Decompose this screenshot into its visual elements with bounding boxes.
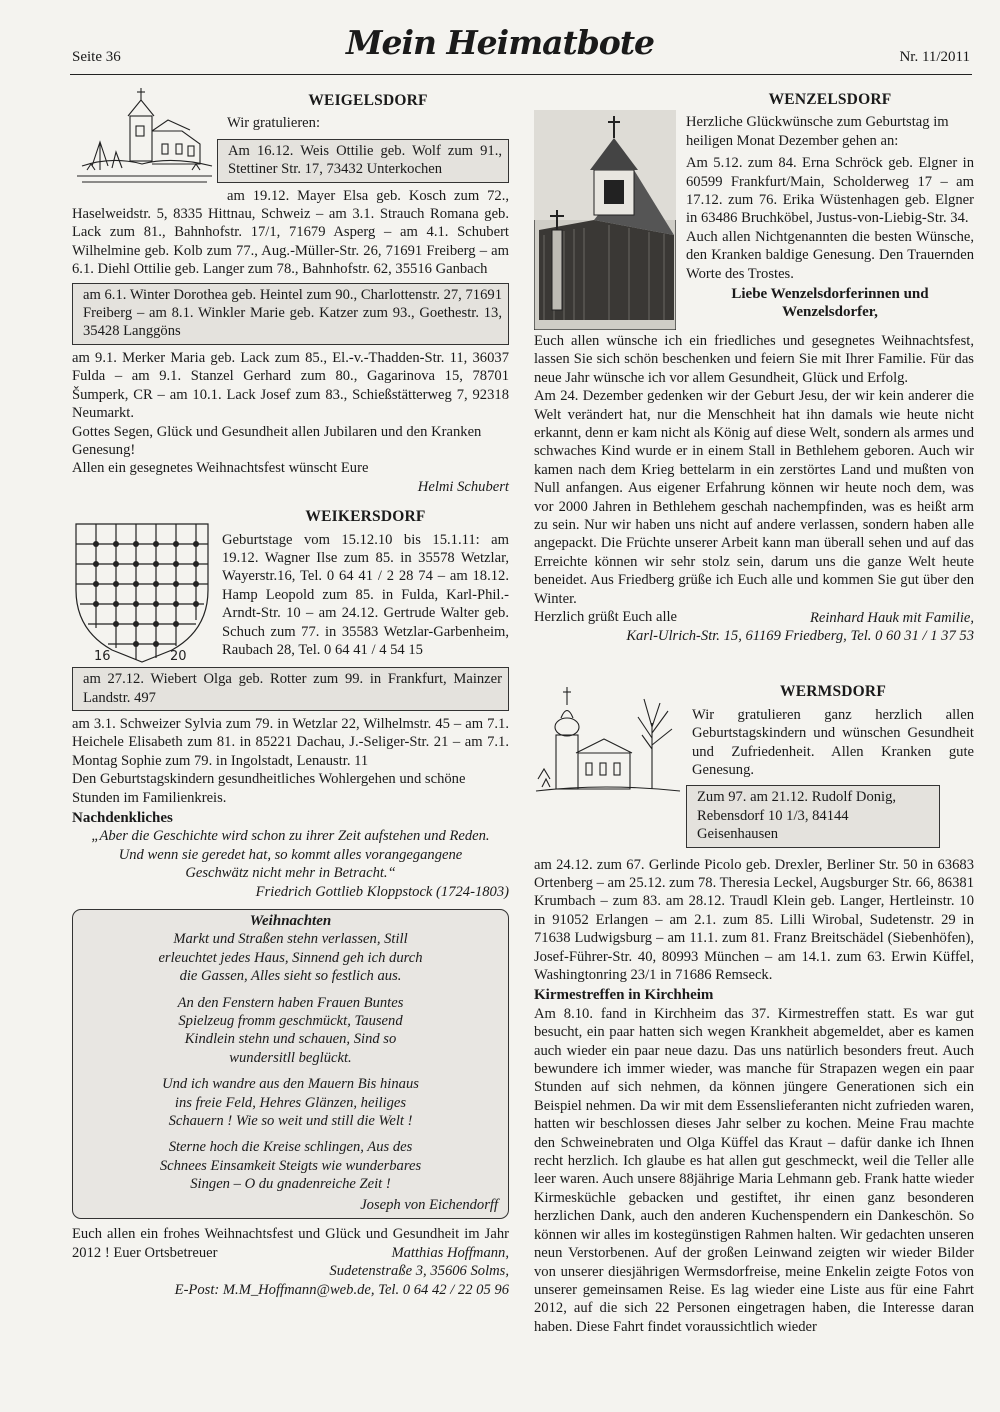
weigelsdorf-christmas-wish: Allen ein gesegnetes Weihnachtsfest wünscht Eure: [72, 460, 369, 477]
weigelsdorf-list-2: am 9.1. Merker Maria geb. Lack zum 85., El.-v.-Thadden-Str. 11, 36037 Fulda – am 9.1. Stanzel Gerhard zum 80., Gagarinova 15, 78701 Šumperk, CR – am 10.1. Lack Josef zum 83., Schießstätterweg 7, 92318 Neumarkt.: [72, 349, 509, 422]
weikersdorf-birthdays: Geburtstage vom 15.12.10 bis 15.1.11: am 19.12. Wagner Ilse zum 85. in 35578 Wetzlar, Wayerstr.16, Tel. 0 64 41 / 2 28 74 – am 18.12. Hamp Leopold zum 85. in Fulda, Karl-Phil.-Arndt-Str. 10 – am 24.12. Gertrude Walter geb. Schuch zum 77. in 35583 Wetzlar-Garbenheim, Raubach 28, Tel. 0 64 41 / 4 54 15: [222, 531, 509, 658]
coat-of-arms-image: [72, 520, 212, 665]
weikersdorf-closing: Euch allen ein frohes Weihnachtsfest und Glück und Gesundheit im Jahr 2012 ! Euer Ortsbetreuer: [72, 1226, 509, 1261]
wermsdorf-box-text: Zum 97. am 21.12. Rudolf Donig, Rebensdorf 10 1/3, 84144 Geisenhausen: [697, 789, 897, 843]
weigelsdorf-blessing: Gottes Segen, Glück und Gesundheit allen Jubilaren und den Kranken Genesung!: [72, 423, 482, 458]
weigelsdorf-highlight-box-1: [217, 139, 509, 183]
header-rule: [70, 74, 972, 75]
church-sketch-image: [72, 86, 217, 186]
wermsdorf-highlight-box: [686, 785, 940, 847]
wenzelsdorf-christmas-wish: Euch allen wünsche ich ein friedliches und gesegnetes Weihnachtsfest, lassen Sie sich schön beschenken und feiern Sie mit Ihrer Familie. Für das neue Jahr wünsche ich vor allem Gesundheit, Glück und Erfolg.: [534, 333, 974, 386]
weigelsdorf-list-1: am 19.12. Mayer Elsa geb. Kosch zum 72., Haselweidstr. 5, 8335 Hittnau, Schweiz – am 3.1. Strauch Romana geb. Lack zum 81., Bahnhofstr. 17/1, 71679 Asperg – am 4.1. Schubert Wilhelmine geb. Kolb zum 77., Aug.-Müller-Str. 26, 71691 Freiberg – am 6.1. Diehl Ottilie geb. Langer zum 78., Bahnhofstr. 62, 35516 Ganbach: [72, 187, 509, 278]
weikersdorf-subhead: Nachdenkliches: [72, 809, 173, 826]
right-column: [534, 86, 974, 1336]
weikersdorf-quote: „Aber die Geschichte wird schon zu ihrer Zeit aufstehen und Reden. Und wenn sie geredet hat, so kommt alles vorangegangene Geschwätz nicht mehr in Betracht.“: [91, 828, 490, 882]
poem-stanza-2: An den Fenstern haben Frauen Buntes Spielzeug fromm geschmückt, Tausend Kindlein stehn und schauen, Sind so wundersitll beglückt.: [177, 994, 404, 1066]
issue-number: Nr. 11/2011: [899, 49, 970, 65]
section-title-wenzelsdorf: WENZELSDORF: [768, 91, 892, 108]
poem-stanza-4: Sterne hoch die Kreise schlingen, Aus des Schnees Einsamkeit Steigts wie wunderbares Singen – O du gnadenreiche Zeit !: [159, 1139, 422, 1193]
bell-tower-photo: [534, 110, 676, 330]
wermsdorf-subhead: Kirmestreffen in Kirchheim: [534, 987, 714, 1004]
weikersdorf-closing-email: E-Post: M.M_Hoffmann@web.de, Tel. 0 64 42 / 22 05 96: [174, 1281, 509, 1298]
poem-author: Joseph von Eichendorff: [360, 1196, 498, 1213]
wenzelsdorf-birthdays: Am 5.12. zum 84. Erna Schröck geb. Elgner in 60599 Frankfurt/Main, Scholderweg 17 – am 17.12. zum 76. Erika Wüstenhagen geb. Elgner in 63486 Bruchköbel, Justus-von-Liebig-Str. 34.: [686, 155, 974, 227]
weikersdorf-box-text: am 27.12. Wiebert Olga geb. Rotter zum 99. in Frankfurt, Mainzer Landstr. 497: [83, 671, 502, 706]
crest-year-right: 20: [170, 649, 187, 665]
wenzelsdorf-greet: Herzlich grüßt Euch alle: [534, 609, 678, 626]
wenzelsdorf-signature: Reinhard Hauk mit Familie,: [809, 609, 974, 626]
wenzelsdorf-wishes: Auch allen Nichtgenannten die besten Wünsche, den Kranken baldige Genesung. Den Trauernden Worte des Trostes.: [686, 228, 974, 282]
left-column: [72, 86, 509, 1299]
weikersdorf-closing-name: Matthias Hoffmann,: [391, 1244, 509, 1261]
wermsdorf-kirmes-report: Am 8.10. fand in Kirchheim das 37. Kirmestreffen statt. Es war gut besucht, ein paar hatten sich wegen Krankheit abgemeldet, aber es kamen auch wieder ein paar neue dazu. Das uns natürlich besonders freut. Auch bewundere ich immer wieder, was manche für Strapazen wegen ein paar Stunden auf sich nehmen, da können jüngere Generationen sich ein Beispiel nehmen. Da wir mit dem Essenslieferanten nicht zufrieden waren, hatten wir beschlossen dieses Jahr selber zu kochen. Meine Frau machte den Schweinebraten und Olga Küffel das Kraut – dafür danke ich Ihnen recht herzlich. Ich glaube es hat allen gut geschmeckt, weil die Teller alle leer waren. Auch unsere 88jährige Maria Lehmann geb. Frank hatte wieder Kirmesküchle gebacken und gestiftet, ihr einen ganz besonderen herzlichen Dank, auch den anderen Kuchenspendern ein Dankeschön. So können wir alles im kostegünstigen Rahmen halten. Wir gedachten unseren neun Verstorbenen. Auf der großen Leinwand zeigten wir wieder Bilder von unserer diesjährigen Wermsdorfreise, meine Enkelin zeigte Fotos von unserer gemeinsamen Reise. Es lag wieder eine Liste aus für eine Fahrt 2012, auf die sich 22 Personen eingetragen haben, die Interesse daran haben. Diese Fahrt findet voraussichtlich wieder: [534, 1005, 974, 1335]
wermsdorf-birthdays: am 24.12. zum 67. Gerlinde Picolo geb. Drexler, Berliner Str. 50 in 63683 Ortenberg – am 25.12. zum 78. Theresia Leckel, Augsburger Str. 66, 86381 Krumbach – zum 83. am 28.12. Traudl Klein geb. Langer, Hertleinstr. 10 in 91052 Erlangen – am 2.1. zum 85. Lilli Wirobal, Sudetenstr. 29 in 71638 Ludwigsburg – am 11.1. zum 81. Franz Breitschädel (Siebenhöfen), Josef-Führer-Str. 40, 80993 München – am 14.1. zum 63. Erwin Küffel, Washingtonring 23/1 in 71686 Remseck.: [534, 856, 974, 983]
wenzelsdorf-letter: Am 24. Dezember gedenken wir der Geburt Jesu, der wir kein anderer die Welt verändert hat, nur die Menschheit hat ihn damals wie heute nicht erkannt, denn er kam nicht als König auf diese Welt, sondern als armes und schwaches Kind wurde er in einem Stall in Bethlehem geboren. Auch wir kamen nach dem Krieg bettelarm in ein zerstörtes Land und mußten von Null anfangen. Aus eigener Erfahrung können wir heute noch dem, was vor 2000 Jahren in Bethlehem geschah nachempfinden, was es heißt arm zu sein. Nur wir haben uns nicht auf andere verlassen, sondern haben alle angepackt. Die Früchte unserer Arbeit kann man überall sehen und auf das Erreichte können wir sehr stolz sein, darum uns die ganze Welt heute beneidet. Aus Friedberg grüße ich Euch alle und kommen Sie gut über den Winter.: [534, 388, 974, 607]
masthead-logo: Mein Heimatbote: [345, 23, 655, 62]
poem-box: [72, 909, 509, 1219]
section-title-weikersdorf: WEIKERSDORF: [305, 508, 426, 526]
weikersdorf-wishes: Den Geburtstagskindern gesundheitliches Wohlergehen und schöne Stunden im Familienkreis.: [72, 771, 466, 806]
weikersdorf-closing-address: Sudetenstraße 3, 35606 Solms,: [329, 1263, 509, 1280]
chapel-sketch-image: [534, 683, 682, 801]
weigelsdorf-box1-text: Am 16.12. Weis Ottilie geb. Wolf zum 91., Stettiner Str. 17, 73432 Unterkochen: [228, 142, 502, 178]
section-title-wermsdorf: WERMSDORF: [780, 683, 886, 701]
wermsdorf-greeting: Wir gratulieren ganz herzlich allen Geburtstagskindern und wünschen Gesundheit und Zufriedenheit. Allen Kranken gute Genesung.: [692, 706, 974, 778]
crest-year-left: 16: [94, 649, 111, 665]
wenzelsdorf-greeting: Herzliche Glückwünsche zum Geburtstag im heiligen Monat Dezember gehen an:: [686, 114, 949, 149]
weigelsdorf-signature: Helmi Schubert: [417, 478, 509, 495]
poem-stanza-1: Markt und Straßen stehn verlassen, Still erleuchtet jedes Haus, Sinnend geh ich durch die Gassen, Alles sieht so festlich aus.: [158, 931, 423, 985]
section-title-weigelsdorf: WEIGELSDORF: [308, 92, 428, 109]
poem-stanza-3: Und ich wandre aus den Mauern Bis hinaus ins freie Feld, Hehres Glänzen, heiliges Schauern ! Wie so weit und still die Welt !: [162, 1076, 419, 1130]
wenzelsdorf-signature-address: Karl-Ulrich-Str. 15, 61169 Friedberg, Tel. 0 60 31 / 1 37 53: [626, 627, 974, 644]
wenzelsdorf-subhead: Liebe Wenzelsdorferinnen und Wenzelsdorfer,: [731, 286, 929, 321]
poem-title: Weihnachten: [249, 913, 332, 929]
weigelsdorf-highlight-box-2: [72, 283, 509, 345]
page-number: Seite 36: [72, 49, 121, 65]
weikersdorf-list: am 3.1. Schweizer Sylvia zum 79. in Wetzlar 22, Wilhelmstr. 45 – am 7.1. Heichele Elisabeth zum 81. in 85221 Dachau, J.-Seliger-Str. 21 – am 7.1. Montag Sophie zum 79. in Ingolstadt, Lenaustr. 11: [72, 715, 509, 769]
weigelsdorf-box2-text: am 6.1. Winter Dorothea geb. Heintel zum 90., Charlottenstr. 27, 71691 Freiberg – am 8.1. Winkler Marie geb. Katzer zum 93., Goethestr. 13, 35428 Langgöns: [83, 286, 502, 340]
weikersdorf-highlight-box: [72, 667, 509, 711]
weikersdorf-quote-author: Friedrich Gottlieb Kloppstock (1724-1803): [255, 883, 509, 900]
weigelsdorf-intro: Wir gratulieren:: [227, 115, 321, 132]
